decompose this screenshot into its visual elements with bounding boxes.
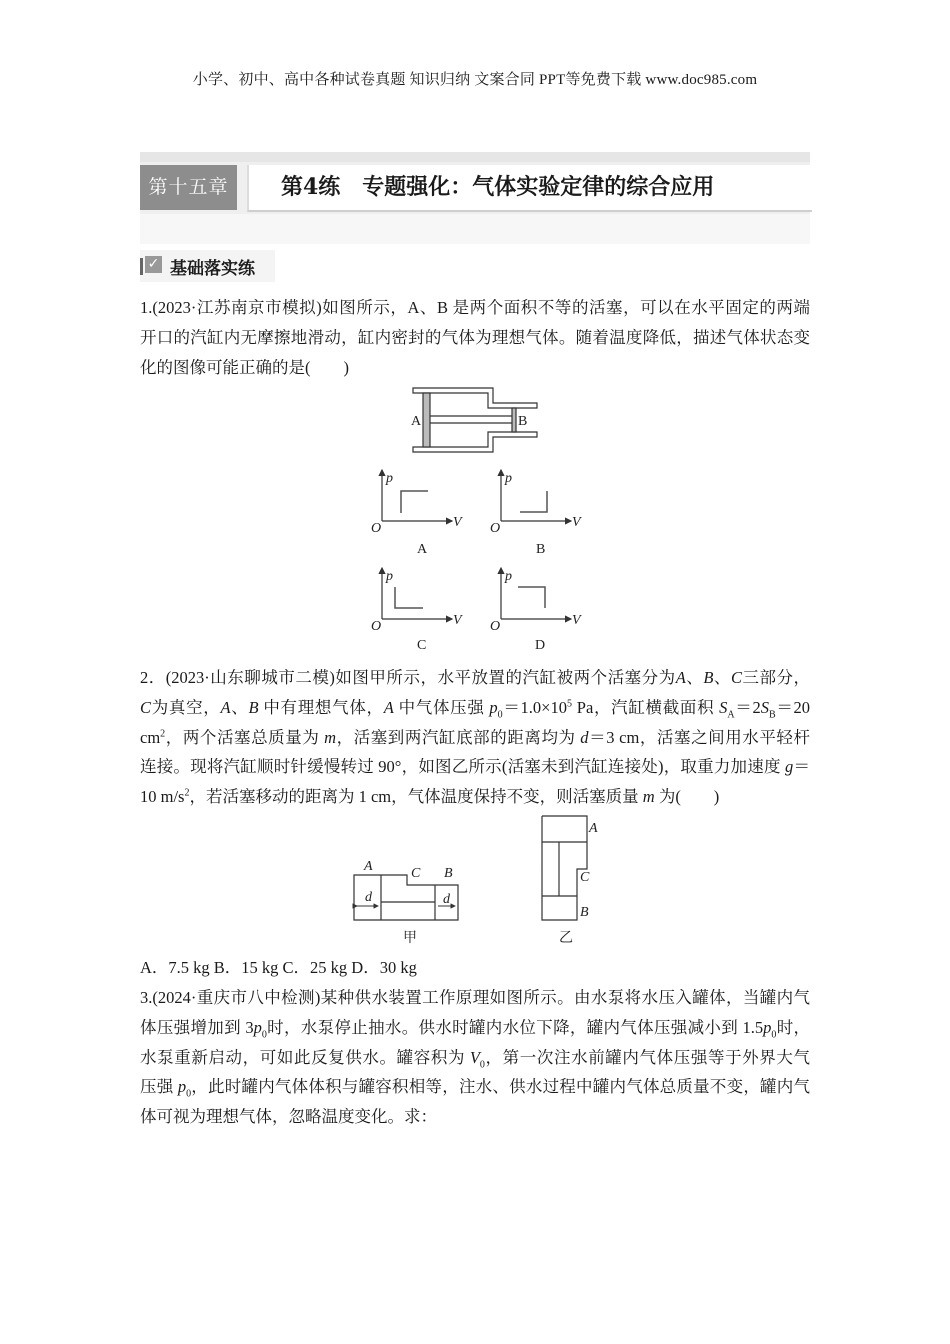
- text-segment: A: [220, 697, 231, 717]
- text-segment: ，两个活塞总质量为: [165, 727, 325, 747]
- text-segment: p: [177, 1077, 187, 1097]
- x-axis-label: V: [572, 515, 581, 530]
- label-d: d: [365, 890, 372, 905]
- text-segment: 三部分，: [741, 668, 811, 687]
- text-segment: 5: [566, 698, 572, 710]
- text-segment: ，此时罐内气体体积与罐容积相等，注水、供水过程中罐内气体总质量不变，罐内气: [191, 1077, 811, 1097]
- text-segment: 为真空，: [151, 697, 221, 717]
- origin-label: O: [490, 619, 501, 634]
- text-segment: 、: [685, 668, 704, 687]
- text-segment: S: [760, 697, 769, 717]
- text-segment: ，第一次注水前罐内气体压强等于外界大气: [484, 1047, 811, 1067]
- text-segment: V: [469, 1047, 480, 1067]
- y-axis-label: p: [505, 471, 512, 486]
- text-segment: C: [140, 697, 152, 717]
- text-segment: S: [719, 697, 728, 717]
- x-axis-label: V: [453, 613, 462, 628]
- text-segment: p: [253, 1017, 262, 1037]
- text-segment: p: [763, 1017, 772, 1037]
- chapter-label: 第十五章: [140, 165, 237, 210]
- text-segment: 0: [261, 1029, 267, 1041]
- text-segment: 2: [184, 787, 190, 799]
- q2-figure-yi: [542, 816, 598, 946]
- piston-a: [423, 393, 430, 447]
- text-segment: ＝3 cm，活塞之间用水平轻杆: [588, 727, 811, 747]
- text-segment: A: [727, 709, 735, 721]
- text-segment: 0: [186, 1088, 192, 1100]
- graph-option-c: [371, 568, 463, 653]
- text-segment: 1.(2023·江苏南京市模拟)如图所示，A、B 是两个面积不等的活塞，可以在水平固定的两端: [140, 298, 810, 317]
- page-title: 第4练 专题强化：气体实验定律的综合应用: [281, 174, 715, 200]
- text-segment: 2．(2023·山东聊城市二模)如图甲所示，水平放置的汽缸被两个活塞分为: [140, 668, 676, 687]
- text-segment: 水泵重新启动，可如此反复供水。罐容积为: [140, 1047, 470, 1067]
- graph-curve: [401, 491, 428, 513]
- x-axis-label: V: [572, 613, 581, 628]
- graph-option-b: [490, 470, 582, 557]
- text-segment: ＝1.0×10: [502, 697, 567, 717]
- origin-label: O: [371, 619, 382, 634]
- text-segment: 体压强增加到 3: [140, 1017, 254, 1037]
- y-axis-label: p: [505, 569, 512, 584]
- section-title: 基础落实练: [170, 259, 255, 279]
- text-segment: 2: [160, 728, 166, 740]
- text-segment: 时，: [776, 1017, 811, 1037]
- text-segment: cm: [140, 727, 161, 747]
- label-c: C: [580, 870, 590, 885]
- option-label: B: [536, 542, 546, 557]
- text-segment: A: [675, 668, 686, 687]
- text-segment: 中气体压强: [393, 697, 490, 717]
- text-segment: 中有理想气体，: [258, 697, 384, 717]
- text-segment: 为( ): [654, 787, 720, 807]
- text-segment: g: [785, 757, 794, 777]
- option-label: C: [417, 638, 427, 653]
- text-segment: ，若活塞移动的距离为 1 cm，气体温度保持不变，则活塞质量: [189, 787, 643, 807]
- x-axis-label: V: [453, 515, 462, 530]
- label-b: B: [580, 905, 589, 920]
- checkbox-icon: ✓: [145, 256, 162, 273]
- y-axis-label: p: [386, 471, 393, 486]
- piston-b: [512, 408, 516, 432]
- text-segment: 10 m/s: [140, 787, 185, 807]
- piston-b-label: B: [518, 414, 528, 429]
- cylinder-top-wall: [413, 388, 537, 408]
- text-segment: 时，水泵停止抽水。供水时罐内水位下降，罐内气体压强减小到 1.5: [266, 1017, 764, 1037]
- label-c: C: [411, 866, 421, 881]
- figure-caption: 甲: [403, 931, 417, 946]
- origin-label: O: [371, 521, 382, 536]
- text-segment: 体可视为理想气体，忽略温度变化。求：: [140, 1107, 437, 1127]
- text-segment: ＝20: [775, 697, 811, 717]
- label-d: d: [443, 892, 450, 907]
- figure-caption: 乙: [559, 931, 573, 946]
- label-a: A: [364, 859, 373, 874]
- y-axis-label: p: [386, 569, 393, 584]
- option-label: A: [417, 542, 428, 557]
- text-segment: C: [730, 668, 742, 687]
- answer-options: A．7.5 kg B．15 kg C．25 kg D．30 kg: [140, 958, 417, 977]
- graph-curve: [395, 587, 423, 608]
- text-segment: 3.(2024·重庆市八中检测)某种供水装置工作原理如图所示。由水泵将水压入罐体，当罐内气: [140, 988, 810, 1007]
- site-header: 小学、初中、高中各种试卷真题 知识归纳 文案合同 PPT等免费下载 www.doc985.com: [192, 72, 758, 88]
- text-segment: 0: [771, 1029, 777, 1041]
- text-segment: ＝: [793, 757, 811, 777]
- cylinder-bottom-wall: [413, 432, 537, 452]
- origin-label: O: [490, 521, 501, 536]
- text-segment: ，活塞到两汽缸底部的距离均为: [336, 727, 581, 747]
- q2-figure-jia: [354, 859, 458, 946]
- option-label: D: [535, 638, 546, 653]
- text-segment: p: [489, 697, 498, 717]
- text-segment: 开口的汽缸内无摩擦地滑动，缸内密封的气体为理想气体。随着温度降低，描述气体状态变: [140, 327, 810, 347]
- text-segment: 连接。现将汽缸顺时针缓慢转过 90°，如图乙所示(活塞未到汽缸连接处)，取重力加速度: [140, 757, 786, 777]
- label-b: B: [444, 866, 453, 881]
- piston-a-label: A: [411, 414, 422, 429]
- text-segment: B: [768, 709, 776, 721]
- q1-cylinder-diagram: [411, 388, 537, 452]
- label-a: A: [589, 821, 598, 836]
- graph-option-d: [490, 568, 582, 653]
- text-segment: 0: [479, 1058, 485, 1070]
- text-segment: B: [703, 668, 714, 687]
- text-segment: 、: [713, 668, 731, 687]
- text-segment: d: [580, 727, 589, 747]
- graph-curve: [520, 491, 547, 512]
- text-segment: 0: [497, 709, 503, 721]
- text-segment: 压强: [140, 1077, 178, 1097]
- graph-option-a: [371, 470, 463, 557]
- text-segment: B: [248, 697, 259, 717]
- text-segment: A: [383, 697, 394, 717]
- text-segment: 化的图像可能正确的是( ): [140, 357, 349, 377]
- text-segment: m: [642, 787, 655, 807]
- text-segment: Pa，汽缸横截面积: [571, 697, 720, 717]
- text-segment: 、: [230, 697, 249, 717]
- text-segment: m: [324, 727, 337, 747]
- text-segment: ＝2: [734, 697, 761, 717]
- graph-curve: [518, 587, 545, 608]
